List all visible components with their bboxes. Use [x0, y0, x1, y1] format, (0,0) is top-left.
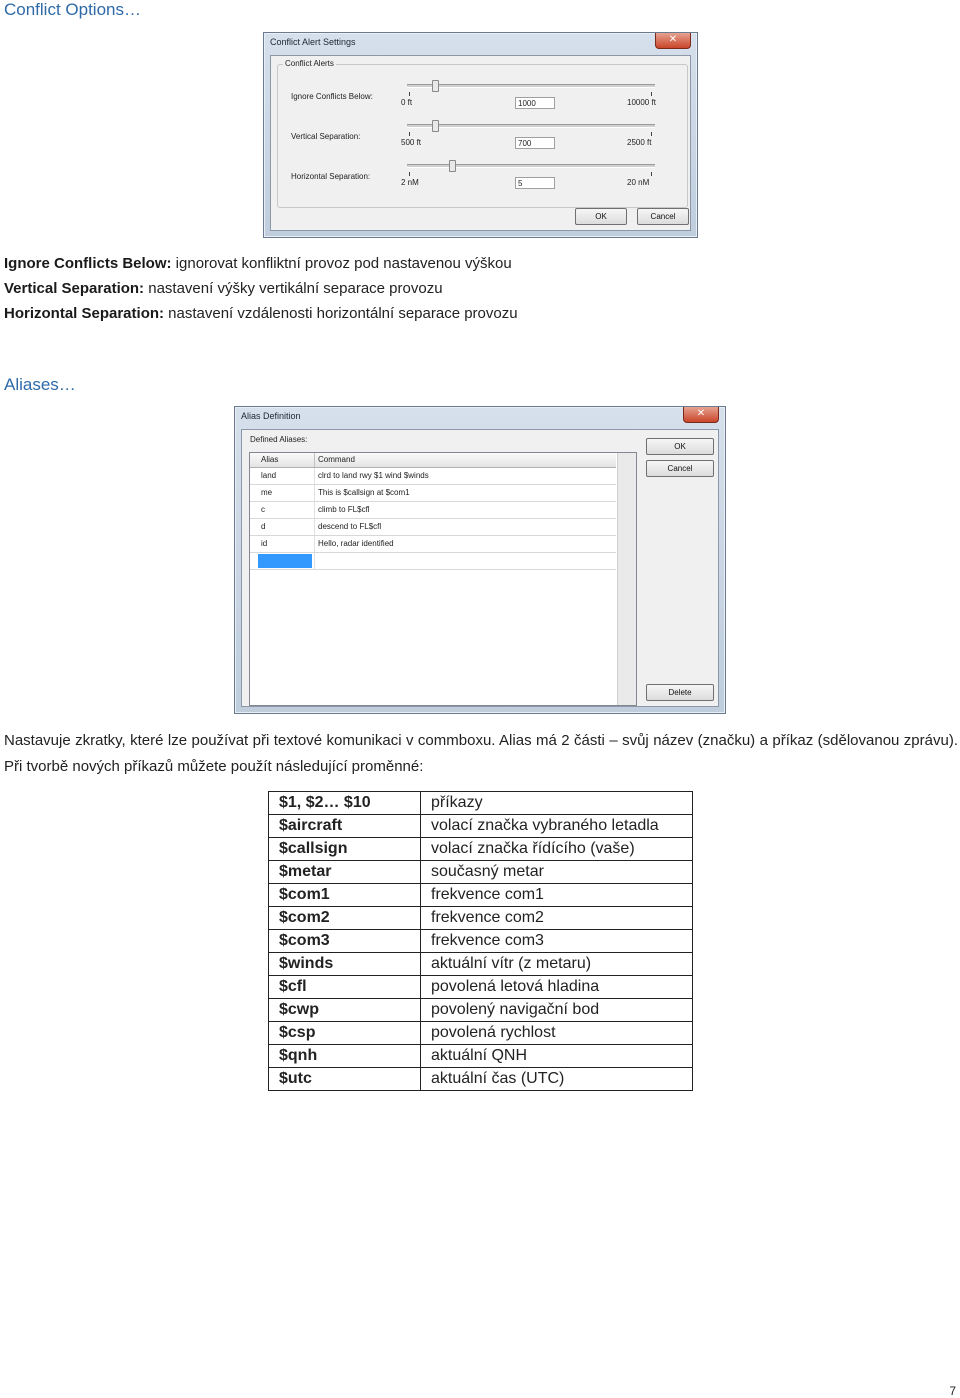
slider-max-label: 10000 ft [627, 98, 656, 107]
variable-row [269, 815, 693, 838]
variable-name: $cwp [269, 999, 421, 1022]
desc-ignore-conflicts [4, 255, 512, 272]
variable-name: $csp [269, 1022, 421, 1045]
window-title: Conflict Alert Settings [270, 37, 356, 47]
slider-track[interactable] [407, 164, 655, 168]
command-cell: clrd to land rwy $1 wind $winds [314, 468, 429, 484]
defined-aliases-label: Defined Aliases: [250, 435, 308, 444]
variable-description: aktuální vítr (z metaru) [421, 953, 693, 976]
title-bar [264, 33, 697, 53]
aliases-heading: Aliases… [4, 375, 76, 394]
variable-name: $utc [269, 1068, 421, 1091]
alias-cell: land [261, 471, 277, 480]
slider-tick [409, 172, 410, 176]
conflict-alert-settings-window [263, 32, 698, 238]
row-label: Horizontal Separation: [291, 172, 371, 181]
variable-description: frekvence com3 [421, 930, 693, 953]
slider-tick [651, 92, 652, 96]
slider-thumb[interactable] [432, 80, 439, 92]
window-title: Alias Definition [241, 411, 301, 421]
alias-list-header [250, 453, 616, 468]
variable-row [269, 907, 693, 930]
alias-row[interactable] [250, 502, 616, 519]
variable-name: $callsign [269, 838, 421, 861]
variable-description: frekvence com2 [421, 907, 693, 930]
desc-text: nastavení vzdálenosti horizontální separace provozu [164, 305, 518, 322]
alias-cell: me [261, 488, 273, 497]
alias-list[interactable] [249, 452, 637, 706]
col-alias-header[interactable]: Alias [261, 455, 279, 464]
variable-row [269, 1022, 693, 1045]
variable-description: volací značka řídícího (vaše) [421, 838, 693, 861]
variable-description: volací značka vybraného letadla [421, 815, 693, 838]
alias-cell: id [261, 539, 268, 548]
cancel-button[interactable]: Cancel [637, 208, 689, 225]
page-number: 7 [949, 1384, 956, 1398]
variable-row [269, 930, 693, 953]
desc-text: nastavení výšky vertikální separace provozu [144, 280, 443, 297]
alias-row[interactable] [250, 536, 616, 553]
value-input[interactable]: 700 [515, 137, 555, 149]
variable-row [269, 976, 693, 999]
slider-track[interactable] [407, 84, 655, 88]
slider-max-label: 20 nM [627, 178, 650, 187]
slider-min-label: 500 ft [401, 138, 422, 147]
command-cell: This is $callsign at $com1 [314, 485, 410, 501]
variable-description: povolený navigační bod [421, 999, 693, 1022]
variable-description: příkazy [421, 792, 693, 815]
col-command-header[interactable]: Command [314, 453, 355, 467]
ok-button[interactable]: OK [575, 208, 627, 225]
value-input[interactable]: 1000 [515, 97, 555, 109]
variable-name: $com2 [269, 907, 421, 930]
variable-row [269, 884, 693, 907]
conflict-options-heading: Conflict Options… [4, 0, 141, 19]
variable-name: $com3 [269, 930, 421, 953]
variable-name: $metar [269, 861, 421, 884]
variable-description: povolená letová hladina [421, 976, 693, 999]
dialog-client-area [270, 55, 691, 231]
variable-row [269, 838, 693, 861]
variable-name: $qnh [269, 1045, 421, 1068]
variable-description: současný metar [421, 861, 693, 884]
variable-row [269, 1045, 693, 1068]
variable-description: aktuální čas (UTC) [421, 1068, 693, 1091]
variables-table [268, 791, 693, 1091]
alias-list-scrollbar[interactable] [617, 453, 636, 705]
alias-cell: d [261, 522, 266, 531]
slider-tick [409, 132, 410, 136]
command-cell: Hello, radar identified [314, 536, 394, 552]
alias-definition-window [234, 406, 726, 714]
slider-thumb[interactable] [449, 160, 456, 172]
value-input[interactable]: 5 [515, 177, 555, 189]
variable-row [269, 1068, 693, 1091]
alias-description: Nastavuje zkratky, které lze používat při textové komunikaci v commboxu. Alias má 2 části – svůj název (značku) a příkaz (sdělovanou zprávu). Při tvorbě nových příkazů můžete použít následující proměnné: [4, 732, 958, 775]
variable-description: aktuální QNH [421, 1045, 693, 1068]
variable-name: $com1 [269, 884, 421, 907]
dialog-client-area [241, 429, 719, 707]
group-label: Conflict Alerts [285, 59, 334, 68]
desc-vertical-separation [4, 280, 443, 297]
delete-button[interactable]: Delete [646, 684, 714, 701]
variable-row [269, 953, 693, 976]
variable-row [269, 999, 693, 1022]
slider-min-label: 0 ft [401, 98, 413, 107]
cancel-button[interactable]: Cancel [646, 460, 714, 477]
slider-tick [409, 92, 410, 96]
variable-description: frekvence com1 [421, 884, 693, 907]
command-cell: climb to FL$cfl [314, 502, 370, 518]
title-bar [235, 407, 725, 427]
row-label: Vertical Separation: [291, 132, 361, 141]
variables-table-body [269, 792, 693, 1091]
slider-thumb[interactable] [432, 120, 439, 132]
column-divider [314, 553, 315, 569]
slider-track[interactable] [407, 124, 655, 128]
slider-min-label: 2 nM [401, 178, 419, 187]
slider-tick [651, 172, 652, 176]
variable-name: $winds [269, 953, 421, 976]
variable-name: $aircraft [269, 815, 421, 838]
desc-term: Horizontal Separation: [4, 305, 165, 322]
alias-row[interactable] [250, 519, 616, 536]
variable-name: $cfl [269, 976, 421, 999]
new-alias-row[interactable] [250, 553, 616, 570]
row-label: Ignore Conflicts Below: [291, 92, 373, 101]
desc-term: Ignore Conflicts Below: [4, 255, 172, 272]
desc-horizontal-separation [4, 305, 518, 322]
alias-row[interactable] [250, 468, 616, 485]
slider-max-label: 2500 ft [627, 138, 652, 147]
variable-name: $1, $2… $10 [269, 792, 421, 815]
ok-button[interactable]: OK [646, 438, 714, 455]
variable-description: povolená rychlost [421, 1022, 693, 1045]
alias-row[interactable] [250, 485, 616, 502]
command-cell: descend to FL$cfl [314, 519, 381, 535]
close-button[interactable]: ✕ [655, 33, 691, 49]
close-button[interactable]: ✕ [683, 407, 719, 423]
variable-row [269, 792, 693, 815]
alias-cell: c [261, 505, 265, 514]
desc-text: ignorovat konfliktní provoz pod nastavenou výškou [171, 255, 512, 272]
desc-term: Vertical Separation: [4, 280, 145, 297]
new-alias-cell-selected[interactable] [258, 554, 312, 568]
slider-tick [651, 132, 652, 136]
variable-row [269, 861, 693, 884]
